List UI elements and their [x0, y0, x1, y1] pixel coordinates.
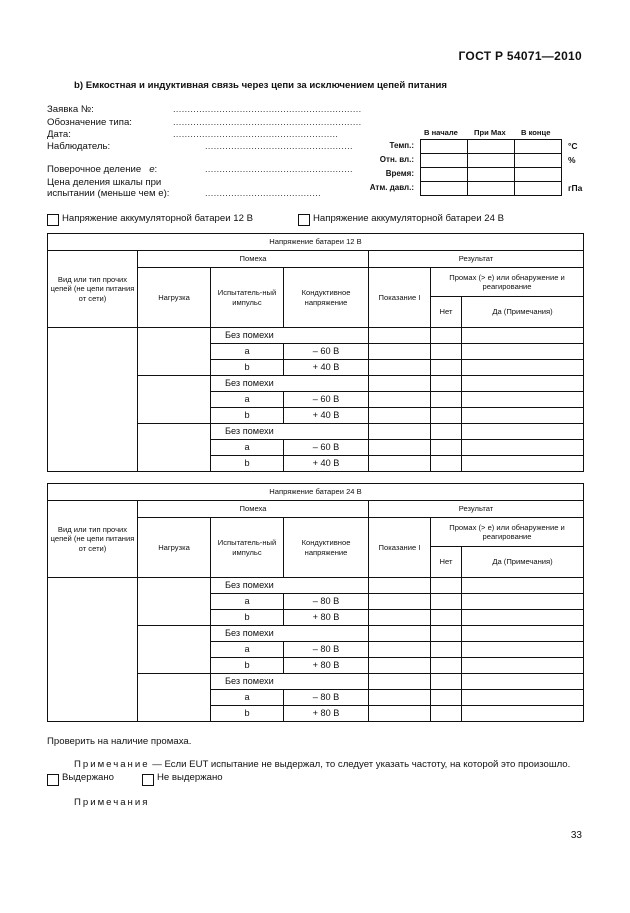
yes-cell[interactable] — [462, 424, 584, 440]
field-verification-dots[interactable]: ................................................... — [205, 164, 353, 174]
voltage-value: + 40 В — [284, 408, 369, 424]
no-cell[interactable] — [431, 376, 462, 392]
cond-cell[interactable] — [421, 154, 468, 168]
voltage-value: – 60 В — [284, 344, 369, 360]
yes-cell[interactable] — [462, 360, 584, 376]
notes-heading: Примечания — [74, 797, 150, 808]
col-interference: Помеха — [138, 501, 369, 518]
no-cell[interactable] — [431, 642, 462, 658]
note-text: — Если EUT испытание не выдержал, то следует указать частоту, на которой это произошло. — [149, 759, 571, 770]
note-line — [74, 759, 570, 770]
col-fault: Промах (> e) или обнаружение и реагирование — [431, 268, 584, 297]
cond-col-end: В конце — [521, 128, 551, 137]
col-conducted: Кондуктивное напряжение — [284, 268, 369, 328]
no-cell[interactable] — [431, 344, 462, 360]
load-cell[interactable] — [138, 626, 211, 674]
results-table-24v — [47, 483, 584, 722]
indication-cell[interactable] — [369, 610, 431, 626]
yes-cell[interactable] — [462, 456, 584, 472]
conditions-table — [420, 139, 562, 196]
yes-cell[interactable] — [462, 392, 584, 408]
yes-cell[interactable] — [462, 408, 584, 424]
col-conducted: Кондуктивное напряжение — [284, 518, 369, 578]
field-division-label-2: испытании (меньше чем e): — [47, 188, 170, 199]
field-application-dots[interactable]: ................................................................. — [173, 104, 362, 114]
no-cell[interactable] — [431, 392, 462, 408]
pulse-label: b — [211, 408, 284, 424]
indication-cell[interactable] — [369, 674, 431, 690]
no-cell[interactable] — [431, 408, 462, 424]
no-cell[interactable] — [431, 440, 462, 456]
load-cell[interactable] — [138, 424, 211, 472]
indication-cell[interactable] — [369, 344, 431, 360]
cond-cell[interactable] — [468, 154, 515, 168]
no-interference-label: Без помехи — [211, 424, 369, 440]
field-application-label: Заявка №: — [47, 104, 94, 115]
field-type-dots[interactable]: ................................................................. — [173, 117, 362, 127]
cond-cell[interactable] — [468, 140, 515, 154]
cond-cell[interactable] — [468, 182, 515, 196]
standard-header: ГОСТ Р 54071—2010 — [458, 49, 582, 63]
yes-cell[interactable] — [462, 440, 584, 456]
no-cell[interactable] — [431, 610, 462, 626]
section-title: b) Емкостная и индуктивная связь через цепи за исключением цепей питания — [74, 80, 447, 91]
cond-cell[interactable] — [515, 154, 562, 168]
col-circuit-type: Вид или тип прочих цепей (не цепи питания от сети) — [48, 501, 138, 578]
no-interference-label: Без помехи — [211, 674, 369, 690]
cond-cell[interactable] — [515, 182, 562, 196]
no-interference-label: Без помехи — [211, 626, 369, 642]
voltage-value: + 40 В — [284, 360, 369, 376]
results-table-12v — [47, 233, 584, 472]
yes-cell[interactable] — [462, 344, 584, 360]
col-circuit-type: Вид или тип прочих цепей (не цепи питания от сети) — [48, 251, 138, 328]
voltage-value: – 80 В — [284, 642, 369, 658]
circuit-type-cell[interactable] — [48, 578, 138, 722]
field-division-label-1: Цена деления шкалы при — [47, 177, 162, 188]
field-date-dots[interactable]: ......................................................... — [173, 129, 339, 139]
pulse-label: b — [211, 360, 284, 376]
failed-checkbox[interactable] — [142, 774, 154, 786]
no-cell[interactable] — [431, 690, 462, 706]
col-indication: Показание I — [369, 268, 431, 328]
yes-cell[interactable] — [462, 610, 584, 626]
cond-unit-humidity: % — [568, 155, 576, 165]
yes-cell[interactable] — [462, 578, 584, 594]
cond-row-temp: Темп.: — [389, 141, 414, 150]
indication-cell[interactable] — [369, 658, 431, 674]
indication-cell[interactable] — [369, 376, 431, 392]
load-cell[interactable] — [138, 674, 211, 722]
col-yes: Да (Примечания) — [462, 547, 584, 578]
page-number: 33 — [570, 830, 582, 841]
yes-cell[interactable] — [462, 690, 584, 706]
pulse-label: b — [211, 706, 284, 722]
yes-cell[interactable] — [462, 328, 584, 344]
field-observer-label: Наблюдатель: — [47, 141, 111, 152]
col-interference: Помеха — [138, 251, 369, 268]
no-cell[interactable] — [431, 456, 462, 472]
voltage-value: + 80 В — [284, 610, 369, 626]
col-no: Нет — [431, 547, 462, 578]
indication-cell[interactable] — [369, 456, 431, 472]
yes-cell[interactable] — [462, 642, 584, 658]
load-cell[interactable] — [138, 376, 211, 424]
indication-cell[interactable] — [369, 594, 431, 610]
yes-cell[interactable] — [462, 626, 584, 642]
col-load: Нагрузка — [138, 518, 211, 578]
col-load: Нагрузка — [138, 268, 211, 328]
col-fault: Промах (> e) или обнаружение и реагирование — [431, 518, 584, 547]
no-cell[interactable] — [431, 424, 462, 440]
indication-cell[interactable] — [369, 424, 431, 440]
cond-cell[interactable] — [515, 168, 562, 182]
field-type-label: Обозначение типа: — [47, 117, 132, 128]
yes-cell[interactable] — [462, 376, 584, 392]
field-date-label: Дата: — [47, 129, 71, 140]
no-cell[interactable] — [431, 658, 462, 674]
check-text: Проверить на наличие промаха. — [47, 736, 192, 747]
yes-cell[interactable] — [462, 658, 584, 674]
cond-row-pressure: Атм. давл.: — [369, 183, 414, 192]
col-test-pulse: Испытатель-ный импульс — [211, 268, 284, 328]
battery-12v-checkbox[interactable] — [47, 214, 59, 226]
no-cell[interactable] — [431, 360, 462, 376]
no-cell[interactable] — [431, 594, 462, 610]
yes-cell[interactable] — [462, 706, 584, 722]
indication-cell[interactable] — [369, 690, 431, 706]
no-cell[interactable] — [431, 706, 462, 722]
indication-cell[interactable] — [369, 706, 431, 722]
indication-cell[interactable] — [369, 642, 431, 658]
yes-cell[interactable] — [462, 594, 584, 610]
battery-12v-label: Напряжение аккумуляторной батареи 12 В — [62, 213, 253, 224]
pulse-label: a — [211, 440, 284, 456]
yes-cell[interactable] — [462, 674, 584, 690]
battery-24v-label: Напряжение аккумуляторной батареи 24 В — [313, 213, 504, 224]
voltage-value: – 80 В — [284, 690, 369, 706]
voltage-value: + 80 В — [284, 658, 369, 674]
pulse-label: b — [211, 456, 284, 472]
cond-cell[interactable] — [421, 182, 468, 196]
cond-col-start: В начале — [424, 128, 458, 137]
circuit-type-cell[interactable] — [48, 328, 138, 472]
pulse-label: b — [211, 658, 284, 674]
table-title: Напряжение батареи 12 В — [48, 234, 584, 251]
pulse-label: a — [211, 594, 284, 610]
cond-cell[interactable] — [421, 140, 468, 154]
indication-cell[interactable] — [369, 408, 431, 424]
no-interference-label: Без помехи — [211, 376, 369, 392]
note-word: Примечание — [74, 759, 150, 770]
cond-row-humidity: Отн. вл.: — [379, 155, 414, 164]
voltage-value: – 80 В — [284, 594, 369, 610]
passed-label: Выдержано — [62, 772, 114, 783]
cond-row-time: Время: — [385, 169, 414, 178]
passed-checkbox[interactable] — [47, 774, 59, 786]
no-cell[interactable] — [431, 328, 462, 344]
col-indication: Показание I — [369, 518, 431, 578]
col-no: Нет — [431, 297, 462, 328]
col-test-pulse: Испытатель-ный импульс — [211, 518, 284, 578]
cond-cell[interactable] — [468, 168, 515, 182]
voltage-value: – 60 В — [284, 440, 369, 456]
voltage-value: + 80 В — [284, 706, 369, 722]
no-cell[interactable] — [431, 578, 462, 594]
indication-cell[interactable] — [369, 328, 431, 344]
field-observer-dots[interactable]: ................................................... — [205, 141, 353, 151]
voltage-value: – 60 В — [284, 392, 369, 408]
cond-unit-temp: °С — [568, 141, 578, 151]
indication-cell[interactable] — [369, 626, 431, 642]
col-result: Результат — [369, 251, 584, 268]
cond-cell[interactable] — [421, 168, 468, 182]
indication-cell[interactable] — [369, 440, 431, 456]
col-result: Результат — [369, 501, 584, 518]
no-interference-label: Без помехи — [211, 328, 369, 344]
pulse-label: a — [211, 392, 284, 408]
field-division-dots[interactable]: ........................................ — [205, 188, 322, 198]
no-interference-label: Без помехи — [211, 578, 369, 594]
load-cell[interactable] — [138, 328, 211, 376]
cond-cell[interactable] — [515, 140, 562, 154]
load-cell[interactable] — [138, 578, 211, 626]
no-cell[interactable] — [431, 674, 462, 690]
battery-24v-checkbox[interactable] — [298, 214, 310, 226]
cond-unit-pressure: гПа — [568, 183, 583, 193]
indication-cell[interactable] — [369, 392, 431, 408]
col-yes: Да (Примечания) — [462, 297, 584, 328]
table-title: Напряжение батареи 24 В — [48, 484, 584, 501]
indication-cell[interactable] — [369, 360, 431, 376]
failed-label: Не выдержано — [157, 772, 223, 783]
indication-cell[interactable] — [369, 578, 431, 594]
voltage-value: + 40 В — [284, 456, 369, 472]
pulse-label: a — [211, 690, 284, 706]
pulse-label: a — [211, 642, 284, 658]
field-verification-label: Поверочное деление e: — [47, 164, 158, 175]
pulse-label: b — [211, 610, 284, 626]
no-cell[interactable] — [431, 626, 462, 642]
pulse-label: a — [211, 344, 284, 360]
cond-col-max: При Мах — [474, 128, 506, 137]
